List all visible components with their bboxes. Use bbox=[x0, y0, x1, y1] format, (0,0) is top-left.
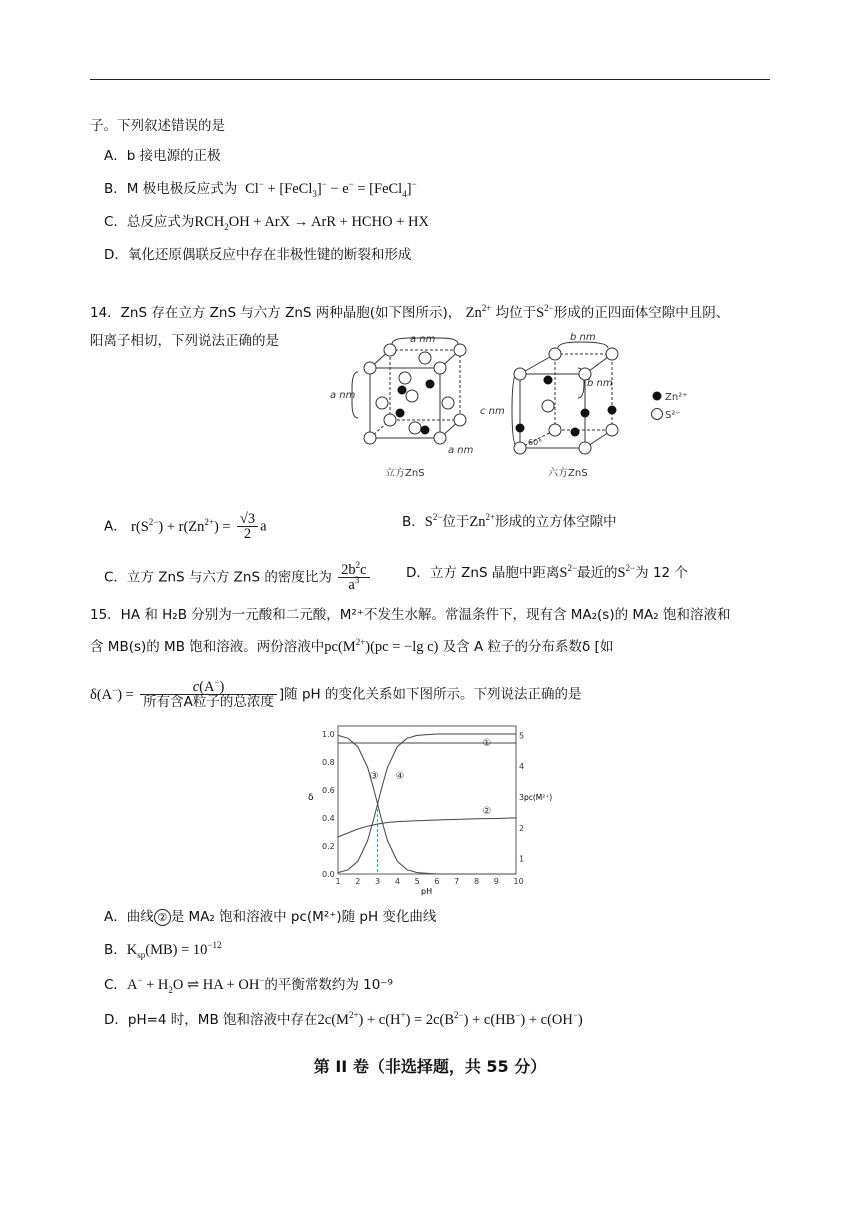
x-axis-label: pH bbox=[421, 887, 433, 896]
series-label-4: ④ bbox=[395, 770, 405, 782]
series-label-2: ② bbox=[482, 805, 492, 817]
q14-option-d: D．立方 ZnS 晶胞中距离$S^{2-}$最近的$S^{2-}$为 12 个 bbox=[406, 563, 688, 581]
hex-c-label: c nm bbox=[480, 406, 505, 417]
q15-stem-line2: 含 MB(s)的 MB 饱和溶液。两份溶液中$pc(M^{2+})(pc = -\lg$ c) 及含 A 粒子的分布系数δ [如 bbox=[90, 637, 614, 655]
q13-option-a: A．b 接电源的正极 bbox=[104, 148, 221, 164]
legend-s-label: S²⁻ bbox=[665, 410, 681, 421]
y-left-tick-0.8: 0.8 bbox=[322, 758, 335, 767]
x-tick-10: 10 bbox=[513, 877, 524, 886]
q15-option-b: B．$K_{sp}(MB) = 10^{-12}$ bbox=[104, 940, 222, 960]
y-right-tick-2: 2 bbox=[519, 823, 525, 833]
q14-stem-line2: 阳离子相切，下列说法正确的是 bbox=[90, 333, 279, 349]
y-left-tick-0.6: 0.6 bbox=[322, 786, 335, 795]
x-tick-7: 7 bbox=[454, 877, 460, 886]
series-line-2 bbox=[338, 818, 516, 837]
q15-option-c: C．$A^- + H_2O$ ⇌ HA + OH−的平衡常数约为 10⁻⁹ bbox=[104, 975, 393, 995]
y-left-tick-0.2: 0.2 bbox=[322, 842, 335, 851]
cubic-a-label-top: a nm bbox=[410, 334, 436, 345]
section-heading: 第 II 卷（非选择题，共 55 分） bbox=[313, 1057, 547, 1076]
zns-crystal-figure bbox=[330, 328, 710, 483]
q13-stem: 子。下列叙述错误的是 bbox=[90, 118, 225, 134]
q15-option-d: D．pH=4 时，MB 饱和溶液中存在$2c(M^{2+}) + c(H^+) = 2c(B^{2-}) + c(HB^-) + c(OH^-)$ bbox=[104, 1010, 583, 1028]
y-left-tick-0.4: 0.4 bbox=[322, 814, 335, 823]
x-tick-3: 3 bbox=[375, 877, 381, 886]
legend-s-marker bbox=[652, 409, 663, 420]
y-left-tick-1.0: 1.0 bbox=[322, 730, 335, 739]
x-tick-5: 5 bbox=[414, 877, 420, 886]
hex-b-label-top: b nm bbox=[570, 332, 596, 343]
q15-stem-line3: δ(A−) = $\frac{c(A^-)}{\text{所有含A粒子的总浓度}}$ ]随 pH 的变化关系如下图所示。下列说法正确的是 bbox=[90, 677, 582, 710]
y-right-tick-1: 1 bbox=[519, 854, 525, 864]
series-line-3 bbox=[338, 735, 516, 874]
series-label-3: ③ bbox=[369, 770, 379, 782]
x-tick-2: 2 bbox=[355, 877, 361, 886]
q13-option-c: C．总反应式为$RCH_2OH$ + ArX → ArR + HCHO + HX bbox=[104, 214, 429, 232]
y-right-tick-5: 5 bbox=[519, 731, 525, 741]
cubic-a-label-bottom: a nm bbox=[448, 445, 474, 456]
hex-angle-label: 60° bbox=[528, 438, 543, 447]
q13-option-b: B．M 极电极反应式为 Cl− + [FeCl$_3$]− − e− = [FeCl$_4$]− bbox=[104, 179, 417, 199]
q15-option-a: A．曲线 ② 是 MA₂ 饱和溶液中 pc(M²⁺)随 pH 变化曲线 bbox=[104, 909, 437, 925]
y-left-axis-label: δ bbox=[308, 793, 314, 803]
x-tick-4: 4 bbox=[394, 877, 400, 886]
x-tick-1: 1 bbox=[335, 877, 341, 886]
cubic-caption: 立方ZnS bbox=[385, 468, 425, 479]
q14-option-b: B．$S^{2-}$位于$Zn^{2+}$形成的立方体空隙中 bbox=[402, 512, 617, 530]
q14-option-c: C．立方 ZnS 与六方 ZnS 的密度比为 $\frac{2b^2c}{a^3}$ bbox=[104, 563, 372, 592]
cubic-a-label-left: a nm bbox=[330, 390, 356, 401]
q14-stem-line1: 14．ZnS 存在立方 ZnS 与六方 ZnS 两种晶胞(如下图所示)， $Zn^{2+}$ 均位于$S^{2-}$形成的正四面体空隙中且阴、 bbox=[90, 303, 730, 321]
x-tick-8: 8 bbox=[473, 877, 480, 886]
y-right-tick-4: 4 bbox=[519, 762, 525, 772]
y-left-tick-0.0: 0.0 bbox=[322, 870, 335, 879]
hex-caption: 六方ZnS bbox=[548, 468, 588, 479]
q15-stem-line1: 15．HA 和 H₂B 分别为一元酸和二元酸，M²⁺不发生水解。常温条件下，现有含 MA₂(s)的 MA₂ 饱和溶液和 bbox=[90, 607, 731, 623]
hex-b-label-side: b nm bbox=[587, 378, 613, 389]
q14-option-a: A． $r(S^{2-}) + r(Zn^{2+})$ = $\frac{√3}{2}$ a bbox=[104, 511, 267, 542]
y-right-tick-3: 3 bbox=[519, 792, 525, 802]
header-rule bbox=[90, 79, 770, 80]
legend-zn-marker bbox=[653, 392, 662, 401]
series-label-1: ① bbox=[482, 738, 492, 750]
legend-zn-label: Zn²⁺ bbox=[665, 392, 688, 403]
y-right-axis-label: pc(M²⁺) bbox=[524, 793, 553, 802]
q13-option-d: D．氧化还原偶联反应中存在非极性键的断裂和形成 bbox=[104, 247, 412, 263]
distribution-chart bbox=[300, 718, 560, 898]
x-tick-9: 9 bbox=[493, 877, 499, 886]
series-line-4 bbox=[338, 734, 516, 873]
x-tick-6: 6 bbox=[434, 877, 440, 886]
